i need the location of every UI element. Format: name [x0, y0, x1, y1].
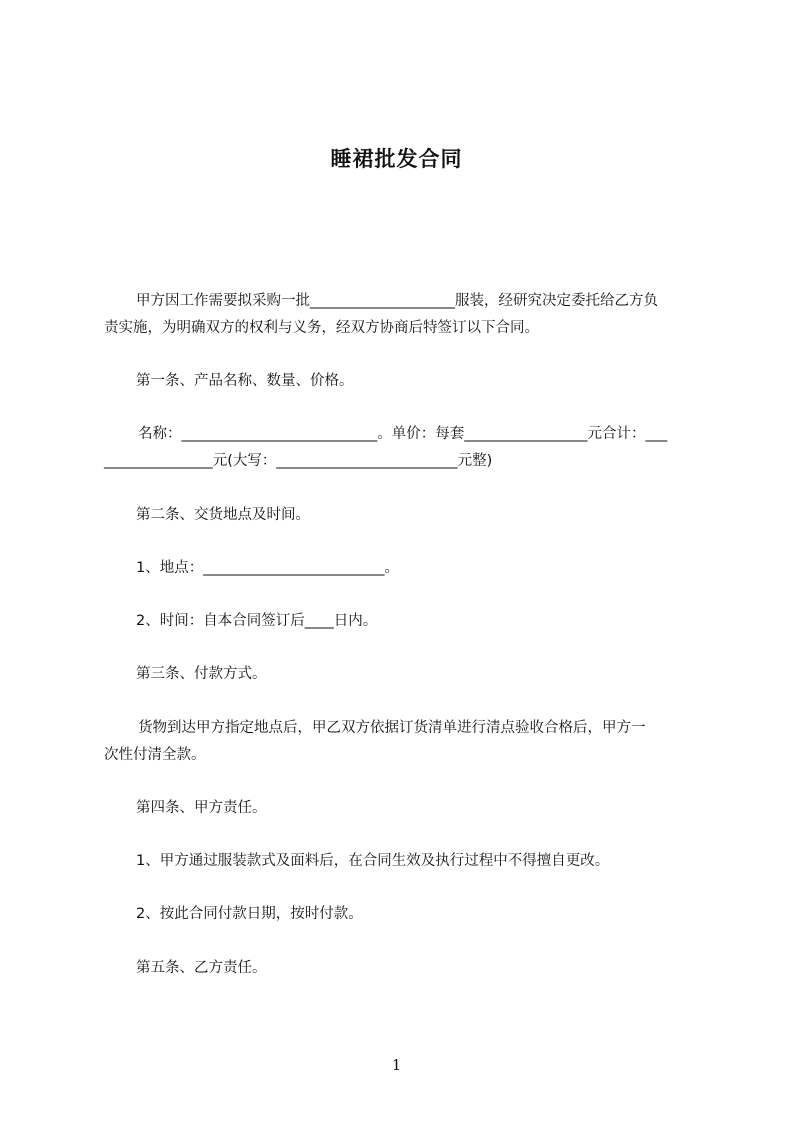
paragraph-line: 1、地点：_________________________。 — [136, 560, 399, 576]
paragraph-line: 名称：___________________________。单价：每套_________________元合计：___ — [138, 426, 668, 442]
paragraph-line: 次性付清全款。 — [104, 747, 206, 763]
page-number: 1 — [391, 1056, 402, 1074]
paragraph-line: 1、甲方通过服装款式及面料后，在合同生效及执行过程中不得擅自更改。 — [136, 853, 610, 869]
section-heading: 第二条、交货地点及时间。 — [136, 507, 310, 523]
section-heading: 第一条、产品名称、数量、价格。 — [136, 373, 354, 389]
section-heading: 第四条、甲方责任。 — [136, 800, 267, 816]
section-heading: 第三条、付款方式。 — [136, 666, 267, 682]
paragraph-line: _______________元(大写：_________________________元整) — [104, 453, 493, 469]
document-title: 睡裙批发合同 — [330, 147, 463, 171]
paragraph-line: 责实施，为明确双方的权利与义务，经双方协商后特签订以下合同。 — [104, 320, 539, 336]
paragraph-line: 货物到达甲方指定地点后，甲乙双方依据订货清单进行清点验收合格后，甲方一 — [138, 720, 646, 736]
paragraph-line: 甲方因工作需要拟采购一批____________________服装，经研究决定委托给乙方负 — [136, 293, 658, 309]
paragraph-line: 2、按此合同付款日期，按时付款。 — [136, 906, 363, 922]
paragraph-line: 2、时间：自本合同签订后____日内。 — [136, 613, 378, 629]
section-heading: 第五条、乙方责任。 — [136, 960, 267, 976]
